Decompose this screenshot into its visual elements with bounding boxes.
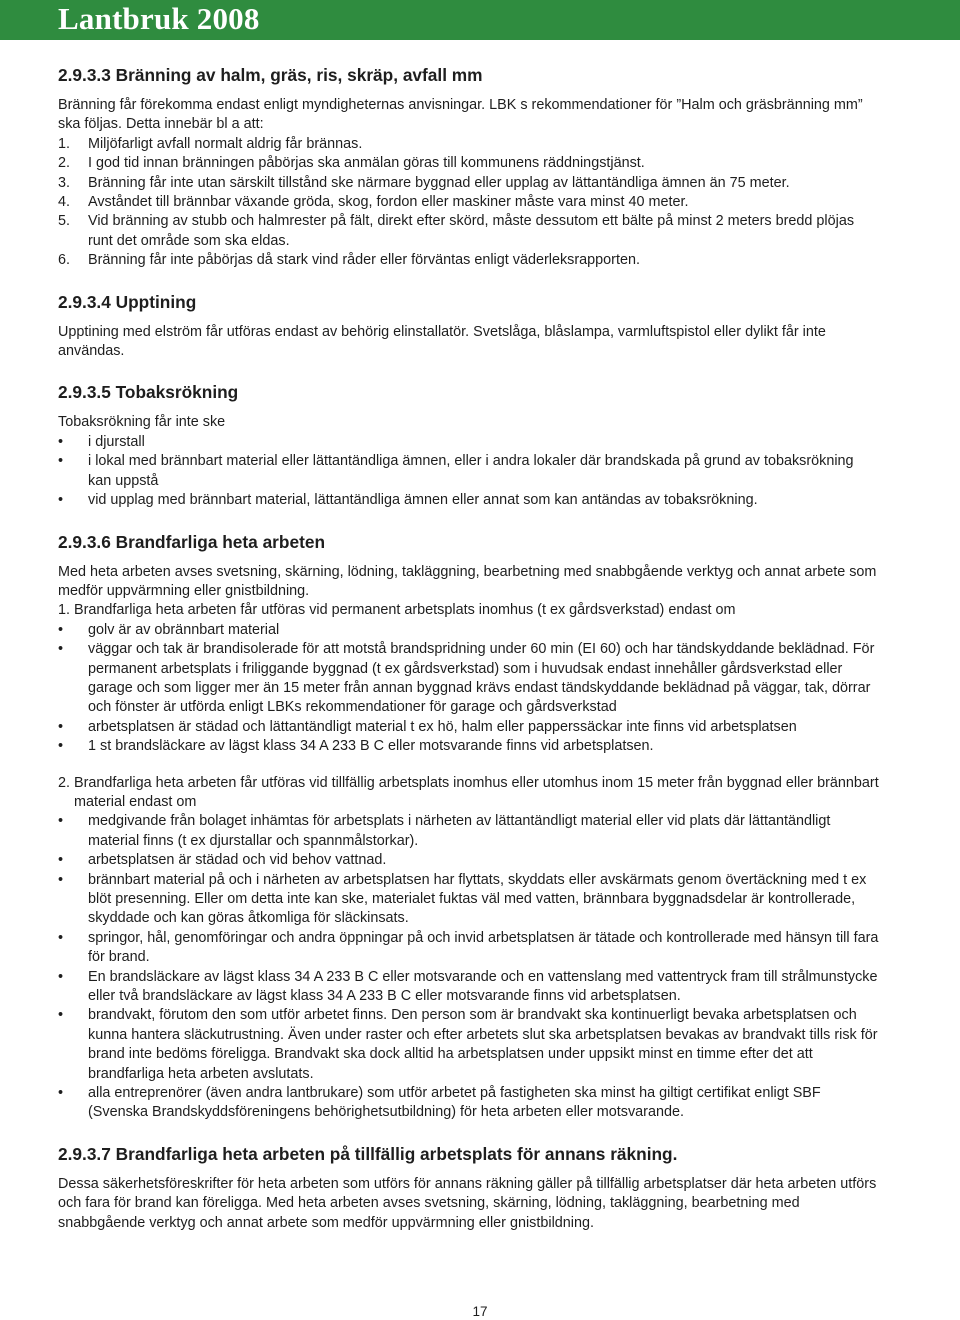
item-text: i djurstall	[88, 433, 145, 450]
bullet-icon: •	[58, 1085, 64, 1102]
item-text: Miljöfarligt avfall normalt aldrig får brännas.	[88, 135, 363, 152]
document-body	[58, 64, 880, 1253]
bullet-icon: •	[58, 641, 64, 658]
part2-intro: 2. Brandfarliga heta arbeten får utföras vid tillfällig arbetsplats inomhus eller utomhus inom 15 meter från byggnad eller brännbart material endast om	[58, 774, 879, 810]
list-item	[58, 491, 880, 510]
bullet-icon: •	[58, 813, 64, 830]
item-text: springor, hål, genomföringar och andra öppningar på och invid arbetsplatsen är tätade och kontrollerade med hänsyn till fara för brand.	[88, 929, 879, 966]
list-item	[58, 433, 880, 452]
part1-intro: 1. Brandfarliga heta arbeten får utföras vid permanent arbetsplats inomhus (t ex gårdsverkstad) endast om	[58, 602, 736, 619]
bullet-icon: •	[58, 621, 64, 638]
list-item	[58, 851, 880, 870]
item-text: väggar och tak är brandisolerade för att motstå brandspridning under 60 min (EI 60) och har tändskyddande beklädnad. För permanent arbetsplats i friliggande byggnad (t ex gårdsverkstad) som i huvudsak endast innehåller gårdsverkstad eller garage och som ligger mer än 15 meter från annan byggnad krävs endast tändskyddande beklädnad på väggar, tak, dörrar och fönster är utförda enligt LBKs rekommendationer för garage och gårdsverkstad	[88, 641, 875, 716]
list-item	[58, 640, 880, 718]
bullet-icon: •	[58, 871, 64, 888]
spacer	[58, 757, 880, 774]
bullet-icon: •	[58, 968, 64, 985]
item-text: 1 st brandsläckare av lägst klass 34 A 233 B C eller motsvarande finns vid arbetsplatsen.	[88, 738, 654, 755]
item-number: 4.	[58, 194, 71, 211]
item-number: 5.	[58, 213, 71, 230]
list-item	[58, 452, 880, 491]
item-text: alla entreprenörer (även andra lantbrukare) som utför arbetet på fastigheten ska minst ha giltigt certifikat enligt SBF (Svenska Brandskyddsföreningens behörighetsutbildning) för heta arbeten eller motsvarande.	[88, 1085, 821, 1121]
numbered-list	[58, 135, 880, 271]
list-item	[58, 135, 880, 154]
bullet-icon: •	[58, 738, 64, 755]
section-burning	[58, 64, 880, 271]
section-heading: 2.9.3.6 Brandfarliga heta arbeten	[58, 531, 325, 552]
section-heading: 2.9.3.3 Bränning av halm, gräs, ris, skräp, avfall mm	[58, 65, 483, 85]
list-item	[58, 1006, 880, 1084]
item-text: Avståndet till brännbar växande gröda, skog, fordon eller maskiner måste vara minst 40 meter.	[88, 194, 689, 211]
section-intro: Med heta arbeten avses svetsning, skärning, lödning, takläggning, bearbetning med snabbgående verktyg och annat arbete som medför uppvärmning eller gnistbildning.	[58, 563, 877, 599]
bullet-icon: •	[58, 453, 64, 470]
section-body: Upptining med elström får utföras endast av behörig elinstallatör. Svetslåga, blåslampa, varmluftspistol eller dylikt får inte användas.	[58, 323, 826, 360]
section-intro: Bränning får förekomma endast enligt myndigheternas anvisningar. LBK s rekommendationer för ”Halm och gräsbränning mm” ska följas. Detta innebär bl a att:	[58, 97, 863, 133]
section-thawing	[58, 291, 880, 362]
item-number: 6.	[58, 252, 71, 269]
header-banner	[0, 0, 960, 40]
list-item	[58, 154, 880, 173]
item-text: arbetsplatsen är städad och lättantändligt material t ex hö, halm eller papperssäckar inte finns vid arbetsplatsen	[88, 718, 797, 735]
section-heading: 2.9.3.5 Tobaksrökning	[58, 382, 239, 403]
bullet-list	[58, 433, 880, 511]
item-text: En brandsläckare av lägst klass 34 A 233 B C eller motsvarande och en vattenslang med vattentryck fram till strålmunstycke eller två brandsläckare av lägst klass 34 A 233 B C eller motsvarande finns vid arbetsplatsen.	[88, 968, 878, 1005]
list-item	[58, 871, 880, 929]
list-item	[58, 621, 880, 640]
item-text: medgivande från bolaget inhämtas för arbetsplats i närheten av lättantändligt material eller vid plats där lättantändligt material finns (t ex djurstallar och spannmålstorkar).	[88, 813, 831, 849]
bullet-list	[58, 812, 880, 1123]
list-item	[58, 174, 880, 193]
list-item	[58, 193, 880, 212]
list-item	[58, 251, 880, 270]
item-text: arbetsplatsen är städad och vid behov vattnad.	[88, 852, 387, 869]
item-number: 2.	[58, 155, 71, 172]
section-intro: Tobaksrökning får inte ske	[58, 414, 226, 431]
page-number: 17	[472, 1304, 488, 1319]
item-text: Bränning får inte utan särskilt tillstånd ske närmare byggnad eller upplag av lättantändliga ämnen än 75 meter.	[88, 174, 790, 191]
section-body: Dessa säkerhetsföreskrifter för heta arbeten som utförs för annans räkning gäller på tillfällig arbetsplatser där heta arbeten utförs och fara för brand kan föreligga. Med heta arbeten avses svetsning, skärning, lödning, takläggning, bearbetning med snabbgående verktyg och annat arbete som medför uppvärmning eller gnistbildning.	[58, 1175, 877, 1231]
list-item	[58, 968, 880, 1007]
bullet-icon: •	[58, 492, 64, 509]
item-text: brandvakt, förutom den som utför arbetet finns. Den person som är brandvakt ska kontinuerligt bevaka arbetsplatsen och kunna hantera släckutrustning. Även under raster och efter arbetets slut ska arbetsplatsen bevakas av brandvakt tills risk för brand inte bedöms föreligga. Brandvakt ska dock alltid ha arbetsplatsen under uppsikt minst en timme efter det att brandfarliga heta arbeten avslutats.	[88, 1007, 878, 1082]
list-item	[58, 812, 880, 851]
section-hot-work	[58, 531, 880, 1123]
item-number: 3.	[58, 174, 71, 191]
item-text: vid upplag med brännbart material, lättantändliga ämnen eller annat som kan antändas av tobaksrökning.	[88, 492, 758, 509]
item-number: 1.	[58, 135, 71, 152]
section-heading: 2.9.3.7 Brandfarliga heta arbeten på tillfällig arbetsplats för annans räkning.	[58, 1143, 678, 1164]
list-item	[58, 1084, 880, 1123]
item-text: I god tid innan bränningen påbörjas ska anmälan göras till kommunens räddningstjänst.	[88, 155, 645, 172]
header-title: Lantbruk 2008	[58, 1, 260, 36]
section-heading: 2.9.3.4 Upptining	[58, 291, 197, 312]
bullet-icon: •	[58, 929, 64, 946]
bullet-icon: •	[58, 718, 64, 735]
item-text: i lokal med brännbart material eller lättantändliga ämnen, eller i andra lokaler där brandskada på grund av tobaksrökning kan uppstå	[88, 453, 854, 489]
list-item	[58, 718, 880, 737]
bullet-icon: •	[58, 433, 64, 450]
list-item	[58, 929, 880, 968]
bullet-icon: •	[58, 852, 64, 869]
bullet-list	[58, 621, 880, 757]
item-text: brännbart material på och i närheten av arbetsplatsen har flyttats, skyddats eller avskärmats genom övertäckning med t ex blöt presenning. Eller om detta inte kan ske, materialet fuktas väl med vatten, brännbara byggnadsdelar är kontrollerade, skyddade och kan göras åtkomliga för släckinsats.	[88, 871, 867, 927]
list-item	[58, 737, 880, 756]
item-text: golv är av obrännbart material	[88, 621, 280, 638]
bullet-icon: •	[58, 1007, 64, 1024]
section-hot-work-others	[58, 1143, 880, 1233]
item-text: Bränning får inte påbörjas då stark vind råder eller förväntas enligt väderleksrapporten.	[88, 252, 640, 269]
list-item	[58, 212, 880, 251]
section-smoking	[58, 381, 880, 510]
item-text: Vid bränning av stubb och halmrester på fält, direkt efter skörd, måste dessutom ett bälte på minst 2 meters bredd plöjas runt det område som ska eldas.	[88, 213, 855, 249]
